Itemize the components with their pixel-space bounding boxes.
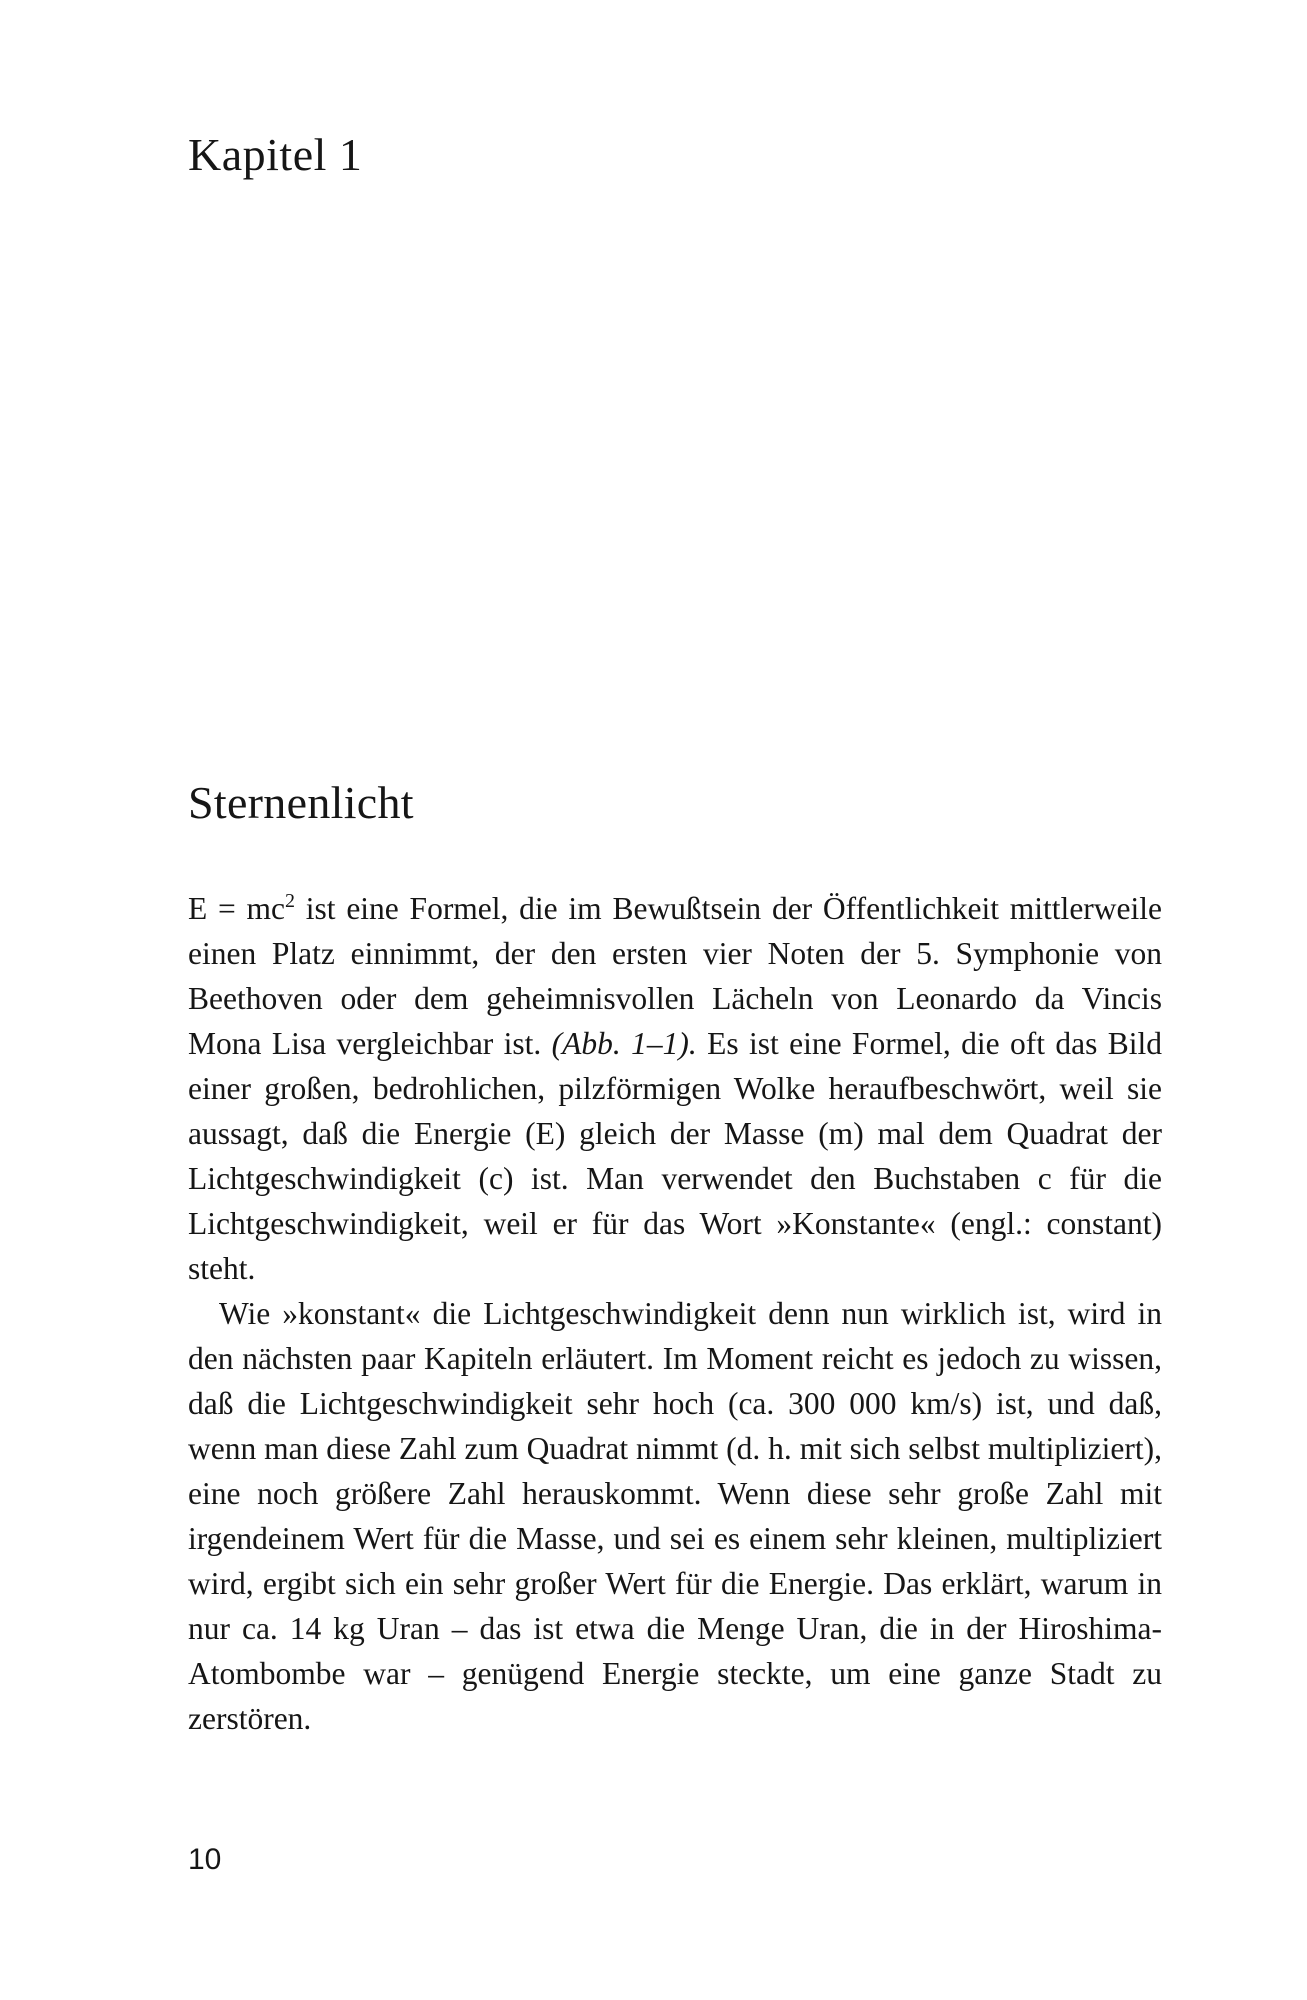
page-number: 10 xyxy=(188,1843,222,1876)
chapter-label: Kapitel 1 xyxy=(188,129,363,180)
paragraph-1-text-b: Es ist eine Formel, die oft das Bild einer großen, bedrohlichen, pilzförmigen Wolke heraufbeschwört, weil sie aussagt, daß die Energie (E) gleich der Masse (m) mal dem Quadrat der Lichtgeschwindigkeit (c) ist. Man verwendet den Buchstaben c für die Lichtgeschwindigkeit, weil er für das Wort »Konstante« (engl.: constant) steht. xyxy=(188,1026,1162,1286)
paragraph-1-text-a: ist eine Formel, die im Bewußtsein der Öffentlichkeit mittlerweile einen Platz einnimmt, der den ersten vier Noten der 5. Symphonie von Beethoven oder dem geheimnisvollen Lächeln von Leonardo da Vincis Mona Lisa vergleichbar ist. xyxy=(188,891,1162,1061)
figure-reference: (Abb. 1–1). xyxy=(551,1026,697,1061)
section-title: Sternenlicht xyxy=(188,777,414,828)
paragraph-2: Wie »konstant« die Lichtgeschwindigkeit denn nun wirklich ist, wird in den nächsten paar Kapiteln erläutert. Im Moment reicht es jedoch zu wissen, daß die Lichtgeschwindigkeit sehr hoch (ca. 300 000 km/s) ist, und daß, wenn man diese Zahl zum Quadrat nimmt (d. h. mit sich selbst multipliziert), eine noch größere Zahl herauskommt. Wenn diese sehr große Zahl mit irgendeinem Wert für die Masse, und sei es einem sehr kleinen, multipliziert wird, ergibt sich ein sehr großer Wert für die Energie. Das erklärt, warum in nur ca. 14 kg Uran – das ist etwa die Menge Uran, die in der Hiroshima-Atombombe war – genügend Energie steckte, um eine ganze Stadt zu zerstören. xyxy=(188,1296,1162,1736)
body-text xyxy=(188,886,1162,1741)
formula-exponent: 2 xyxy=(285,890,296,912)
formula-base: E = mc xyxy=(188,891,286,926)
paragraph-1 xyxy=(188,886,1162,1291)
